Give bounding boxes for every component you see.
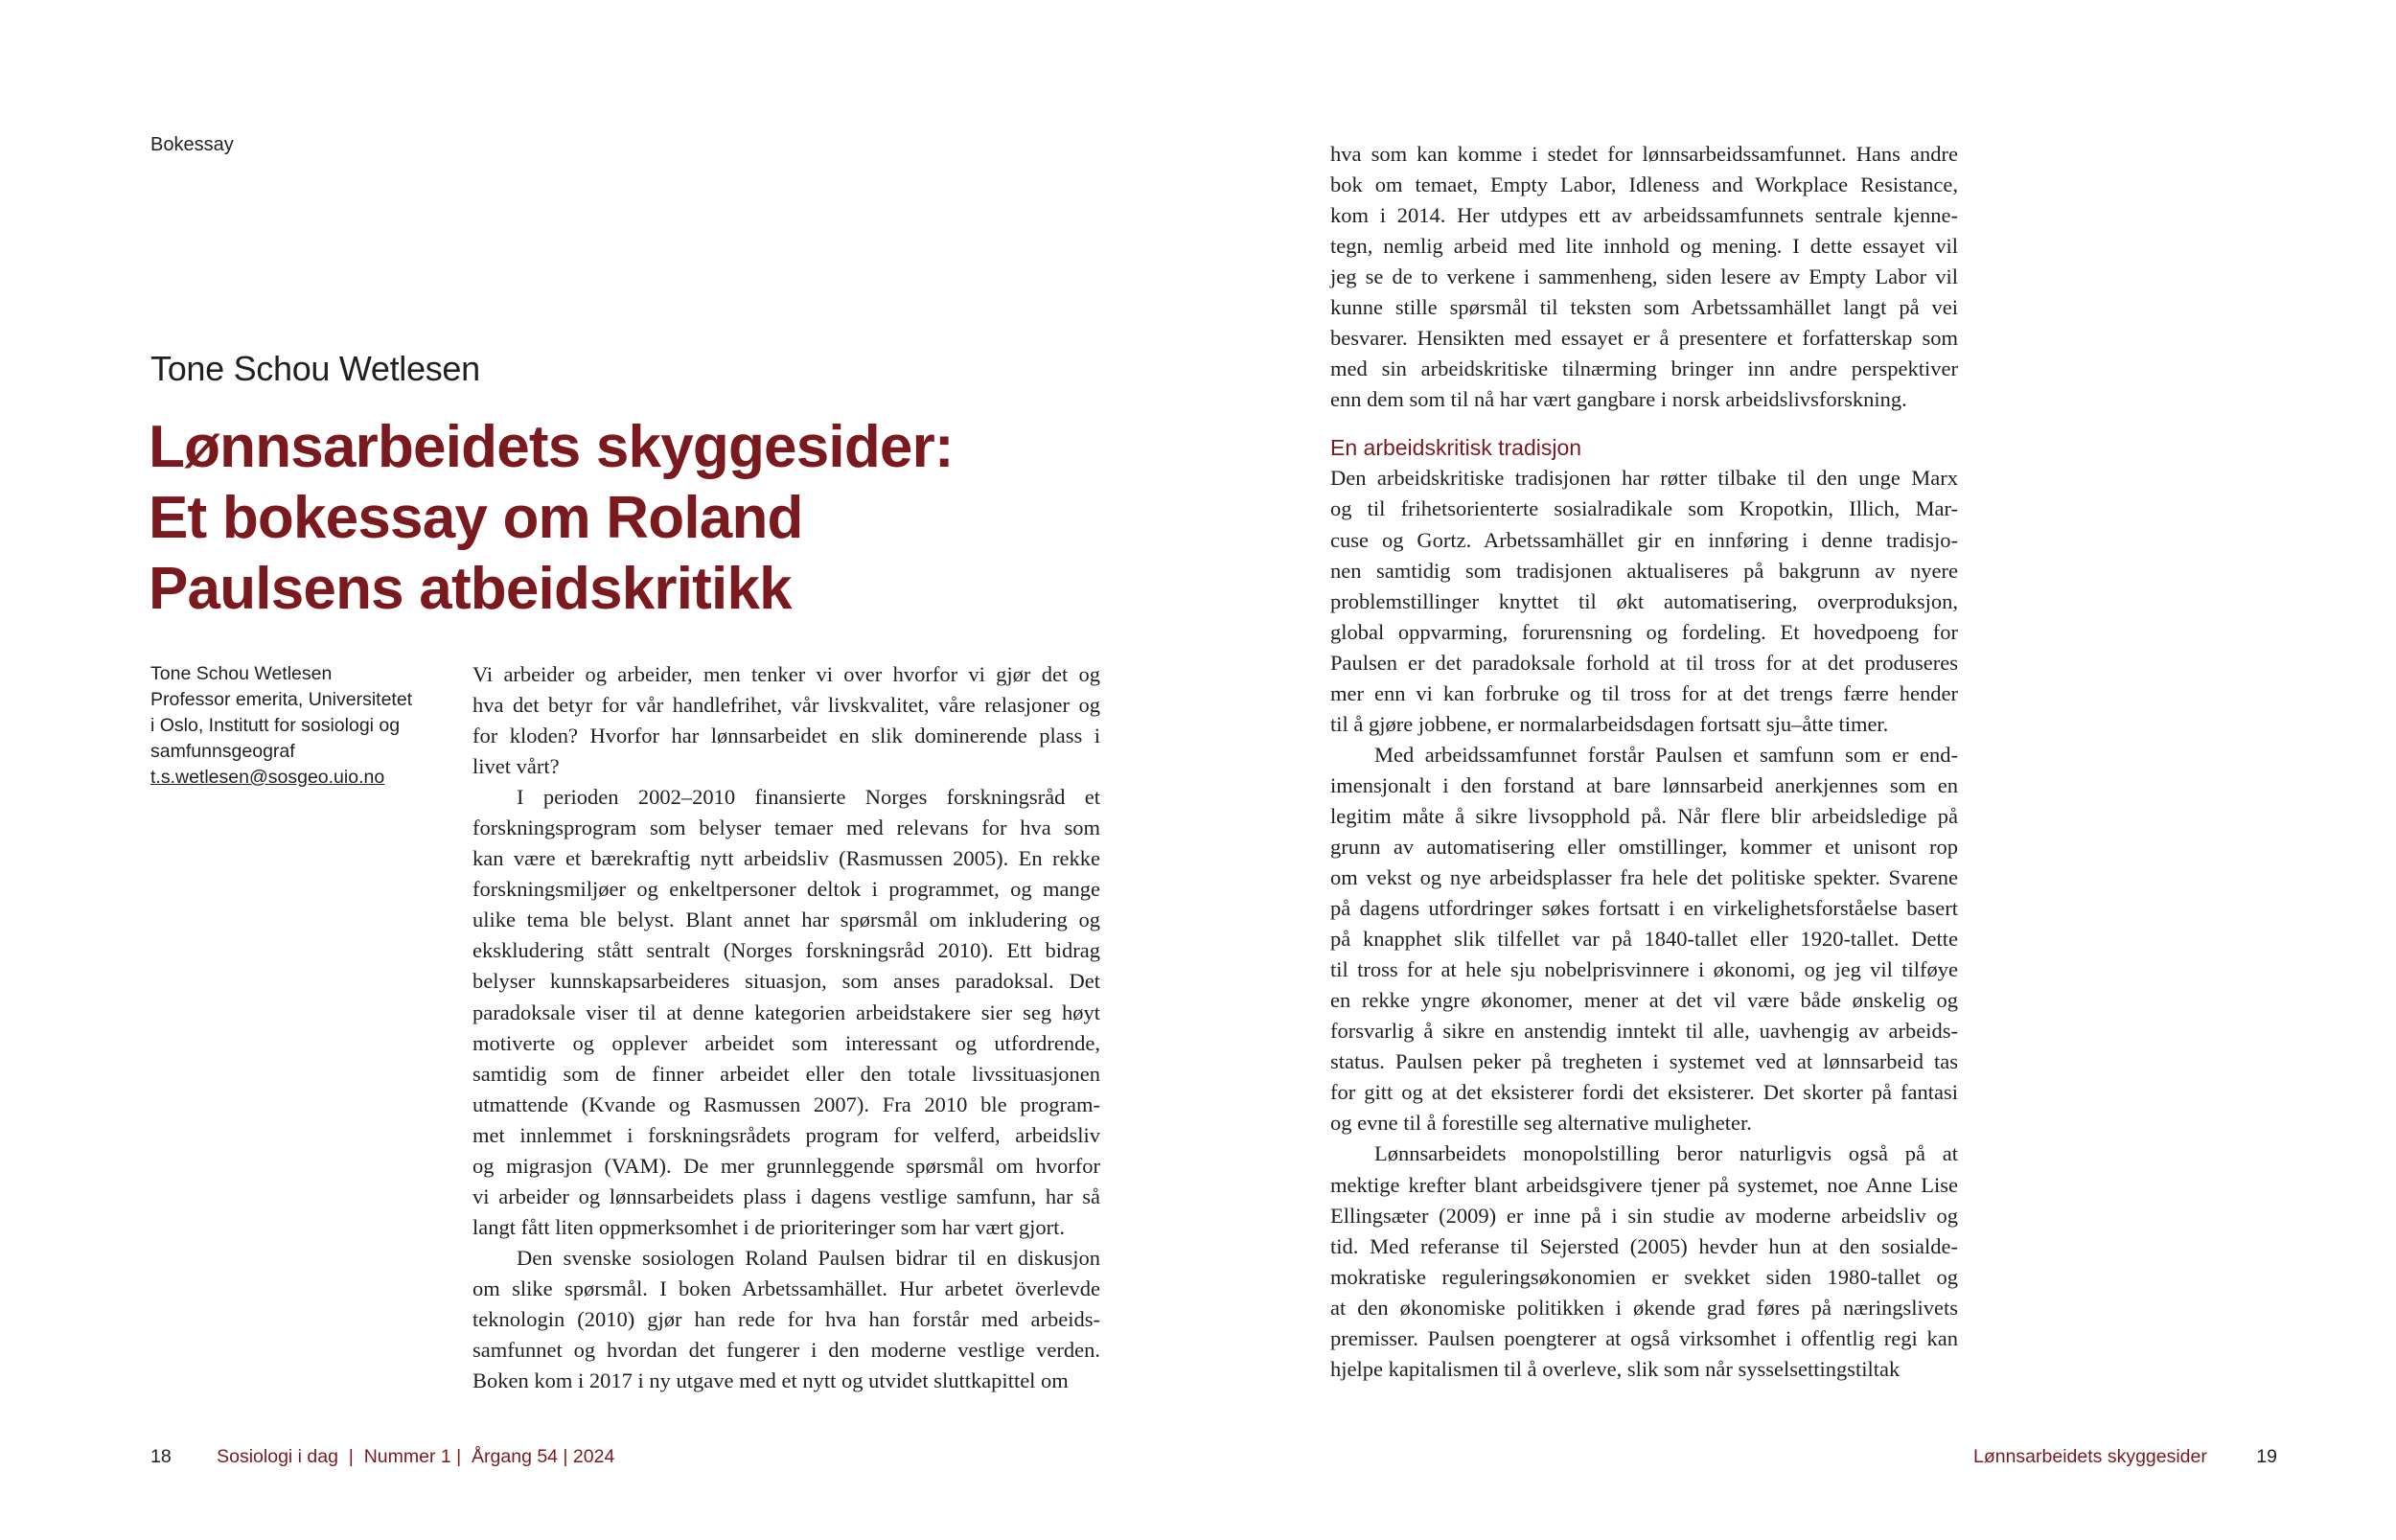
author-info: [150, 661, 428, 791]
author-email-link[interactable]: t.s.wetlesen@sosgeo.uio.no: [150, 767, 385, 788]
text-line: problemstillinger knyttet til økt automatisering, overproduksjon,: [1330, 588, 1958, 613]
section-subheading: En arbeidskritisk tradisjon: [1330, 435, 1582, 461]
footer-right: [1973, 1446, 2277, 1468]
right-body-text: [1330, 463, 1958, 1384]
author-info-line: Tone Schou Wetlesen: [150, 663, 333, 684]
text-line: paradoksale viser til at denne kategorien arbeidstakere sier seg høyt: [472, 1000, 1100, 1024]
title-line: Et bokessay om Roland: [149, 485, 803, 551]
text-line: på knapphet slik tilfellet var på 1840-tallet eller 1920-tallet. Dette: [1330, 927, 1958, 952]
author-info-line: samfunnsgeograf: [150, 741, 295, 762]
text-line: Boken kom i 2017 i ny utgave med et nytt og utvidet sluttkapittel om: [472, 1368, 1069, 1393]
text-line: imensjonalt i den forstand at bare lønnsarbeid anerkjennes som en: [1330, 772, 1958, 797]
text-line: met innlemmet i forskningsrådets program for velferd, arbeidsliv: [472, 1122, 1100, 1147]
text-line: at den økonomiske politikken i økende grad føres på næringslivets: [1330, 1295, 1958, 1320]
text-line: mokratiske reguleringsøkonomien er svekket siden 1980-tallet og: [1330, 1264, 1958, 1289]
text-line: utmattende (Kvande og Rasmussen 2007). Fra 2010 ble program-: [472, 1092, 1100, 1116]
text-line: nen samtidig som tradisjonen aktualiseres på bakgrunn av nyere: [1330, 558, 1958, 583]
text-line: teknologin (2010) gjør han rede for hva han forstår med arbeids-: [472, 1306, 1100, 1331]
right-intro-paragraph: [1330, 139, 1958, 415]
text-line: hva det betyr for vår handlefrihet, vår livskvalitet, våre relasjoner og: [472, 693, 1100, 718]
text-line: tid. Med referanse til Sejersted (2005) hevder hun at den sosialde-: [1330, 1233, 1958, 1258]
text-line: kom i 2014. Her utdypes ett av arbeidssamfunnets sentrale kjenne-: [1330, 203, 1958, 228]
text-line: livet vårt?: [472, 754, 560, 779]
text-line: og evne til å forestille seg alternative muligheter.: [1330, 1111, 1752, 1136]
text-line: Den svenske sosiologen Roland Paulsen bidrar til en diskusjon: [517, 1245, 1100, 1270]
text-line: på dagens utfordringer søkes fortsatt i en virkelighetsforståelse basert: [1330, 896, 1958, 921]
text-line: forskningsprogram som belyser temaer med relevans for hva som: [472, 816, 1100, 840]
text-line: Den arbeidskritiske tradisjonen har røtter tilbake til den unge Marx: [1330, 466, 1958, 491]
text-line: kan være et bærekraftig nytt arbeidsliv (Rasmussen 2005). En rekke: [472, 846, 1100, 871]
text-line: en rekke yngre økonomer, mener at det vil være både ønskelig og: [1330, 988, 1958, 1013]
text-line: for gitt og at det eksisterer fordi det eksisterer. Det skorter på fantasi: [1330, 1080, 1958, 1105]
author-info-line: Professor emerita, Universitetet: [150, 689, 413, 710]
author-info-line: i Oslo, Institutt for sosiologi og: [150, 715, 401, 736]
running-title: Lønnsarbeidets skyggesider: [1972, 1446, 2207, 1467]
title-line: Paulsens atbeidskritikk: [149, 556, 792, 622]
text-line: for kloden? Hvorfor har lønnsarbeidet en slik dominerende plass i: [472, 724, 1100, 748]
text-line: og migrasjon (VAM). De mer grunnleggende spørsmål om hvorfor: [472, 1153, 1100, 1178]
text-line: forsvarlig å sikre en anstendig inntekt til alle, uavhengig av arbeids-: [1330, 1019, 1958, 1044]
text-line: og til frihetsorienterte sosialradikale som Kropotkin, Illich, Mar-: [1330, 496, 1958, 521]
section-label: Bokessay: [150, 134, 234, 155]
text-line: status. Paulsen peker på tregheten i systemet ved at lønnsarbeid tas: [1330, 1049, 1958, 1074]
text-line: Med arbeidssamfunnet forstår Paulsen et samfunn som er end-: [1374, 742, 1958, 767]
text-line: om vekst og nye arbeidsplasser fra hele det politiske spekter. Svarene: [1330, 865, 1958, 890]
text-line: Lønnsarbeidets monopolstilling beror naturligvis også på at: [1374, 1141, 1958, 1166]
article-author: Tone Schou Wetlesen: [150, 349, 480, 388]
text-line: mektige krefter blant arbeidsgivere tjener på systemet, noe Anne Lise: [1330, 1172, 1958, 1197]
text-line: global oppvarming, forurensning og fordeling. Et hovedpoeng for: [1330, 619, 1958, 644]
text-line: belyser kunnskapsarbeideres situasjon, som anses paradoksal. Det: [472, 969, 1100, 994]
title-line: Lønnsarbeidets skyggesider:: [149, 414, 954, 480]
text-line: jeg se de to verkene i sammenheng, siden lesere av Empty Labor vil: [1330, 264, 1958, 289]
text-line: forskningsmiljøer og enkeltpersoner deltok i programmet, og mange: [472, 877, 1100, 902]
text-line: grunn av automatisering eller omstillinger, kommer et unisont rop: [1330, 834, 1958, 859]
left-page-number: 18: [150, 1446, 172, 1467]
text-line: ekskludering stått sentralt (Norges forskningsråd 2010). Ett bidrag: [472, 938, 1100, 963]
text-line: cuse og Gortz. Arbetssamhället gir en innføring i denne tradisjo-: [1330, 527, 1958, 552]
text-line: tegn, nemlig arbeid med lite innhold og mening. I dette essayet vil: [1330, 234, 1958, 259]
text-line: til tross for at hele sju nobelprisvinnere i økonomi, og jeg vil tilføye: [1330, 957, 1958, 982]
text-line: besvarer. Hensikten med essayet er å presentere et forfatterskap som: [1330, 326, 1958, 351]
text-line: I perioden 2002–2010 finansierte Norges forskningsråd et: [517, 785, 1100, 810]
right-text-column: [1330, 139, 1958, 1385]
text-line: samtidig som de finner arbeidet eller den totale livssituasjonen: [472, 1061, 1100, 1086]
left-text-column: [472, 659, 1100, 1396]
text-line: enn dem som til nå har vært gangbare i norsk arbeidslivsforskning.: [1330, 387, 1907, 412]
text-line: bok om temaet, Empty Labor, Idleness and Workplace Resistance,: [1330, 172, 1958, 197]
text-line: med sin arbeidskritiske tilnærming bringer inn andre perspektiver: [1330, 356, 1958, 381]
text-line: kunne stille spørsmål til teksten som Arbetssamhället langt på vei: [1330, 295, 1958, 320]
text-line: Paulsen er det paradoksale forhold at til tross for at det produseres: [1330, 650, 1958, 675]
journal-info: Sosiologi i dag | Nummer 1 | Årgang 54 | 2024: [217, 1446, 615, 1467]
text-line: om slike spørsmål. I boken Arbetssamhället. Hur arbetet överlevde: [472, 1276, 1100, 1300]
text-line: til å gjøre jobbene, er normalarbeidsdagen fortsatt sju–åtte timer.: [1330, 711, 1889, 736]
article-title: [149, 412, 1011, 625]
text-line: samfunnet og hvordan det fungerer i den moderne vestlige verden.: [472, 1338, 1100, 1363]
text-line: hva som kan komme i stedet for lønnsarbeidssamfunnet. Hans andre: [1330, 142, 1958, 166]
text-line: vi arbeider og lønnsarbeidets plass i dagens vestlige samfunn, har så: [472, 1184, 1100, 1208]
text-line: legitim måte å sikre livsopphold på. Når flere blir arbeidsledige på: [1330, 803, 1958, 828]
text-line: Ellingsæter (2009) er inne på i sin studie av moderne arbeidsliv og: [1330, 1203, 1958, 1228]
right-page-number: 19: [2256, 1446, 2277, 1467]
text-line: langt fått liten oppmerksomhet i de prioriteringer som har vært gjort.: [472, 1214, 1065, 1239]
text-line: mer enn vi kan forbruke og til tross for at det trengs færre hender: [1330, 680, 1958, 705]
text-line: premisser. Paulsen poengterer at også virksomhet i offentlig regi kan: [1330, 1325, 1958, 1350]
text-line: hjelpe kapitalismen til å overleve, slik som når sysselsettingstiltak: [1330, 1356, 1901, 1381]
text-line: Vi arbeider og arbeider, men tenker vi over hvorfor vi gjør det og: [472, 662, 1100, 686]
footer-left: [150, 1446, 614, 1468]
text-line: ulike tema ble belyst. Blant annet har spørsmål om inkludering og: [472, 908, 1100, 932]
text-line: motiverte og opplever arbeidet som interessant og utfordrende,: [472, 1030, 1100, 1055]
